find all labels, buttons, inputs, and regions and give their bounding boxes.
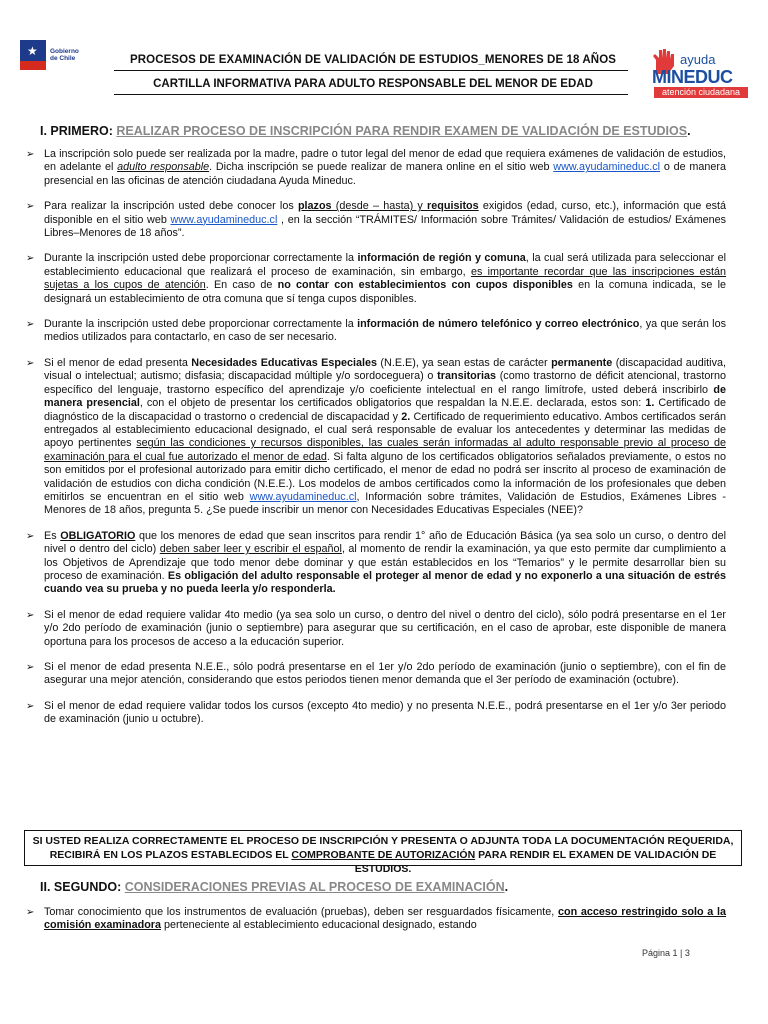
section-2-bullet-list <box>26 906 726 945</box>
section-1-link[interactable]: REALIZAR PROCESO DE INSCRIPCIÓN PARA RENDIR EXAMEN DE VALIDACIÓN DE ESTUDIOS <box>116 124 688 138</box>
section-2-link[interactable]: CONSIDERACIONES PREVIAS AL PROCESO DE EXAMINACIÓN <box>124 880 505 894</box>
arrow-bullet-icon: ➢ <box>26 700 35 712</box>
arrow-bullet-icon: ➢ <box>26 253 35 265</box>
bullet-text: Durante la inscripción usted debe proporcionar correctamente la información de número telefónico y correo electrónico, ya que serán los medios utilizados para contactarlo, en caso de ser necesario. <box>44 318 726 344</box>
page-number: Página 1 | 3 <box>642 948 690 958</box>
bullet-item <box>26 661 726 688</box>
document-title-line-1: PROCESOS DE EXAMINACIÓN DE VALIDACIÓN DE ESTUDIOS_MENORES DE 18 AÑOS <box>129 54 617 66</box>
gov-logo-text: Gobierno de Chile <box>50 47 79 62</box>
ayuda-mineduc-logo <box>650 44 750 100</box>
section-2-label: II. SEGUNDO: <box>40 880 125 894</box>
bullet-text: Para realizar la inscripción usted debe conocer los plazos (desde – hasta) y requisitos exigidos (edad, curso, etc.), información que está disponible en el sitio web www.ayudamineduc.cl , en la sección “TRÁMITES/ Información sobre Trámites/ Validación de estudios/ Exámenes Libres–Menores de 18 años”. <box>44 200 726 240</box>
arrow-bullet-icon: ➢ <box>26 530 35 542</box>
title-divider-top <box>114 70 628 71</box>
section-1-bullet-list <box>26 148 726 739</box>
title-divider-bottom <box>114 94 628 95</box>
bullet-item <box>26 530 726 597</box>
bullet-text: Si el menor de edad presenta Necesidades Educativas Especiales (N.E.E), ya sean estas de carácter permanente (discapacidad auditiva, visual o intelectual; autismo; disfasia; discapacidad múltiple y/o sordoceguera) o transitorias (como trastorno de déficit atencional, trastorno específico del lenguaje, trastorno específico del aprendizaje y/o coeficiente intelectual en el rango limítrofe, usted deberá inscribirlo de manera presencial, con el objeto de presentar los certificados obligatorios que respaldan la N.E.E. declarada, estos son: 1. Certificado de diagnóstico de la discapacidad o trastorno o credencial de discapacidad y 2. Certificado de requerimiento educativo. Ambos certificados serán entregados al establecimiento educacional designado, el cual será responsable de evaluar los antecedentes y determinar las medidas de apoyo pertinentes según las condiciones y recursos disponibles, las cuales serán informadas al adulto responsable previo al proceso de examinación para el cual fue autorizado el menor de edad. Si falta alguno de los certificados obligatorios señalados previamente, o estos no son emitidos por el profesional autorizado para emitir dicho certificado, el menor de edad no podrá ser inscrito al proceso de examinación de validación de estudios con dicha condición (N.E.E.). Los modelos de ambos certificados como la información de los profesionales que deben emitirlos se encuentran en el sitio web www.ayudamineduc.cl, Información sobre trámites, Validación de Estudios, Exámenes Libres - Menores de 18 años, pregunta 5. ¿Se puede inscribir un menor con Necesidades Educativas Especiales (NEE)? <box>44 356 726 517</box>
ayudamineduc-link[interactable]: www.ayudamineduc.cl <box>170 213 278 226</box>
ayudamineduc-link[interactable]: www.ayudamineduc.cl <box>553 161 661 174</box>
bullet-item <box>26 357 726 518</box>
document-title-line-2: CARTILLA INFORMATIVA PARA ADULTO RESPONSABLE DEL MENOR DE EDAD <box>153 78 593 90</box>
bullet-item <box>26 906 726 933</box>
bullet-item <box>26 200 726 240</box>
ayudamineduc-link[interactable]: www.ayudamineduc.cl <box>249 490 357 503</box>
section-1-label: I. PRIMERO: <box>40 124 117 138</box>
comprobante-de-autorizacion: COMPROBANTE DE AUTORIZACIÓN <box>291 849 476 861</box>
section-1-suffix: . <box>687 124 691 138</box>
mineduc-word: MINEDUC <box>652 67 733 87</box>
bullet-text: Si el menor de edad requiere validar 4to medio (ya sea solo un curso, o dentro del nivel o dentro del ciclo), sólo podrá presentarse en el 1er y/o 2do período de examinación (junio o septiembre) para asegurar que su certificación, en el caso de aprobar, este disponible de manera oportuna para los procesos de acceso a la educación superior. <box>44 608 726 648</box>
section-2-suffix: . <box>504 880 509 894</box>
bullet-text: La inscripción solo puede ser realizada por la madre, padre o tutor legal del menor de edad que requiera exámenes de validación de estudios, en adelante el adulto responsable. Dicha inscripción se puede realizar de manera online en el sitio web www.ayudamineduc.cl o de manera presencial en las oficinas de atención ciudadana Ayuda Mineduc. <box>44 148 726 187</box>
arrow-bullet-icon: ➢ <box>26 357 35 369</box>
bullet-item <box>26 318 726 345</box>
bullet-item <box>26 700 726 727</box>
ayuda-word: ayuda <box>680 52 716 67</box>
bullet-text: Si el menor de edad requiere validar todos los cursos (excepto 4to medio) y no presenta N.E.E., podrá presentarse en el 1er y/o 3er periodo de examinación (junio u octubre). <box>44 699 726 726</box>
chile-star-icon: ★ <box>20 40 46 70</box>
arrow-bullet-icon: ➢ <box>26 662 35 673</box>
arrow-bullet-icon: ➢ <box>26 201 35 213</box>
authorization-notice-box: SI USTED REALIZA CORRECTAMENTE EL PROCESO DE INSCRIPCIÓN Y PRESENTA O ADJUNTA TODA LA DOCUMENTACIÓN REQUERIDA, RECIBIRÁ EN LOS PLAZOS ESTABLECIDOS EL COMPROBANTE DE AUTORIZACIÓN PARA RENDIR EL EXAMEN DE VALIDACIÓN DE ESTUDIOS. <box>24 830 742 866</box>
atencion-ciudadana-tagline: atención ciudadana <box>654 87 748 98</box>
bullet-item <box>26 252 726 306</box>
section-1-heading <box>40 124 691 138</box>
arrow-bullet-icon: ➢ <box>26 149 35 160</box>
bullet-text: Es OBLIGATORIO que los menores de edad que sean inscritos para rendir 1° año de Educación Básica (ya sea solo un curso, o dentro del nivel o dentro del ciclo) deben saber leer y escribir el español, al momento de rendir la examinación, ya que esto permite dar cumplimiento a los Objetivos de Aprendizaje que todo menor debe dominar y que están establecidos en los “Temarios” y le permite desarrollar bien su proceso de examinación. Es obligación del adulto responsable el proteger al menor de edad y no exponerlo a una situación de estrés cuando vea su prueba y no pueda leerla y/o responderla. <box>44 529 727 596</box>
bullet-text: Si el menor de edad presenta N.E.E., sólo podrá presentarse en el 1er y/o 2do período de examinación (junio o septiembre), con el fin de asegurar una mejor atención, considerando que estos periodos tienen menor demanda que el 3er período de examinación (octubre). <box>44 661 726 687</box>
arrow-bullet-icon: ➢ <box>26 319 35 331</box>
arrow-bullet-icon: ➢ <box>26 609 35 621</box>
document-header <box>0 0 768 108</box>
section-2-heading <box>40 880 508 894</box>
bullet-text: Durante la inscripción usted debe proporcionar correctamente la información de región y comuna, la cual será utilizada para seleccionar el establecimiento educacional que realizará el proceso de examinación, sin embargo, es importante recordar que las inscripciones están sujetas a los cupos de atención. En caso de no contar con establecimientos con cupos disponibles en la comuna indicada, se le designará un establecimiento de otra comuna que sí tenga cupos disponibles. <box>44 252 727 305</box>
bullet-text: Tomar conocimiento que los instrumentos de evaluación (pruebas), deben ser resguardados físicamente, con acceso restringido solo a la comisión examinadora perteneciente al establecimiento educacional designado, estando <box>44 906 726 932</box>
arrow-bullet-icon: ➢ <box>26 907 35 918</box>
bullet-item <box>26 609 726 649</box>
bullet-item <box>26 148 726 188</box>
gobierno-de-chile-logo <box>20 40 98 70</box>
